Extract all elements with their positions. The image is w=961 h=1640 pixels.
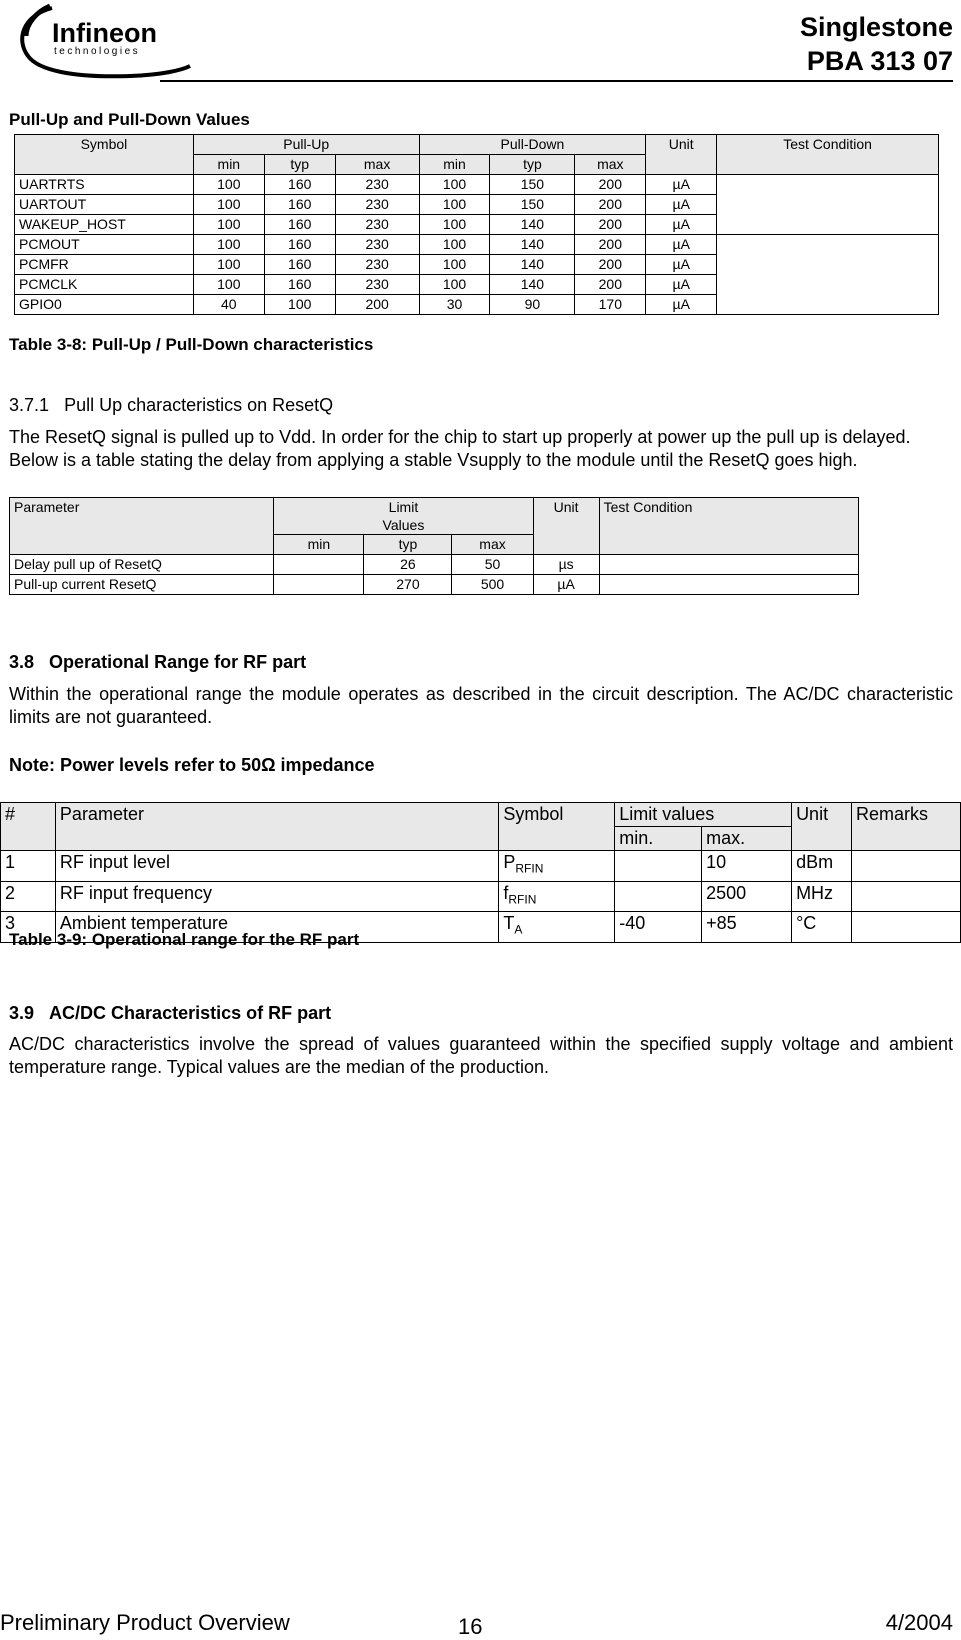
col-unit: Unit [792, 803, 852, 851]
footer-left: Preliminary Product Overview [0, 1610, 290, 1635]
col-parameter: Parameter [55, 803, 498, 851]
col-pull-up: Pull-Up [193, 135, 419, 155]
table-row: GPIO0 40 100 200 30 90 170 µA [15, 295, 939, 315]
col-test-condition: Test Condition [717, 135, 939, 175]
test-condition-cell [717, 175, 939, 235]
table-row: PCMCLK 100 160 230 100 140 200 µA [15, 275, 939, 295]
product-title [800, 10, 953, 78]
col-min: min. [615, 827, 702, 851]
pullup-table [14, 134, 939, 315]
paragraph: The ResetQ signal is pulled up to Vdd. In order for the chip to start up properly at power up the pull up is delayed. Below is a table stating the delay from applying a stable Vsupply to the module until the ResetQ goes high. [9, 427, 911, 470]
section-heading: 3.8 Operational Range for RF part [9, 652, 307, 672]
table-row: PCMOUT 100 160 230 100 140 200 µA [15, 235, 939, 255]
col-max: max [335, 155, 419, 175]
col-min: min [419, 155, 490, 175]
table-row: Pull-up current ResetQ 270 500 µA [10, 575, 859, 595]
col-max: max [452, 535, 533, 555]
col-unit: Unit [646, 135, 717, 175]
note: Note: Power levels refer to 50Ω impedance [9, 755, 375, 775]
col-symbol: Symbol [499, 803, 615, 851]
table-row: 1 RF input level $P_{RFIN}$ 10 dBm [1, 851, 961, 882]
col-limit-values: Limit values [615, 803, 792, 827]
product-name: Singlestone [799, 12, 953, 42]
paragraph: Within the operational range the module operates as described in the circuit description. The AC/DC characteristic limits are not guaranteed. [9, 684, 953, 727]
header-rule [160, 80, 953, 82]
col-typ: typ [490, 155, 575, 175]
col-min: min [274, 535, 364, 555]
col-symbol: Symbol [15, 135, 194, 175]
rf-range-table [0, 802, 961, 943]
infineon-logo [12, 0, 192, 82]
col-typ: typ [264, 155, 335, 175]
col-test-condition: Test Condition [599, 498, 858, 555]
symbol-cell: $T_A$ [499, 912, 615, 943]
test-condition-cell [717, 235, 939, 315]
footer-date: 4/2004 [885, 1610, 953, 1635]
resetq-table [9, 497, 859, 595]
table-row: UARTRTS 100 160 230 100 150 200 µA [15, 175, 939, 195]
table-caption: Table 3-9: Operational range for the RF part [9, 930, 360, 949]
col-num: # [1, 803, 56, 851]
col-typ: typ [364, 535, 452, 555]
page-number: 16 [458, 1614, 483, 1639]
col-max: max [575, 155, 646, 175]
table-row: UARTOUT 100 160 230 100 150 200 µA [15, 195, 939, 215]
col-limit-values: Limit Values [274, 498, 533, 535]
col-max: max. [702, 827, 792, 851]
col-min: min [193, 155, 264, 175]
table-row: Delay pull up of ResetQ 26 50 µs [10, 555, 859, 575]
col-unit: Unit [533, 498, 599, 555]
table-row: WAKEUP_HOST 100 160 230 100 140 200 µA [15, 215, 939, 235]
table-caption: Table 3-8: Pull-Up / Pull-Down characteristics [9, 335, 374, 354]
svg-text:technologies: technologies [54, 46, 141, 57]
product-code: PBA 313 07 [806, 46, 953, 76]
table-row: PCMFR 100 160 230 100 140 200 µA [15, 255, 939, 275]
col-remarks: Remarks [852, 803, 961, 851]
col-parameter: Parameter [10, 498, 274, 555]
section-heading: 3.7.1 Pull Up characteristics on ResetQ [9, 395, 334, 415]
col-pull-down: Pull-Down [419, 135, 646, 155]
paragraph: AC/DC characteristics involve the spread of values guaranteed within the specified supply voltage and ambient temperature range. Typical values are the median of the production. [9, 1034, 953, 1077]
svg-text:Infineon: Infineon [52, 18, 157, 48]
table-row: 3 Ambient temperature $T_A$ -40 +85 °C [1, 912, 961, 943]
symbol-cell: $P_{RFIN}$ [499, 851, 615, 882]
symbol-cell: $f_{RFIN}$ [499, 881, 615, 912]
section-heading: 3.9 AC/DC Characteristics of RF part [9, 1003, 332, 1023]
table-row: 2 RF input frequency $f_{RFIN}$ 2500 MHz [1, 881, 961, 912]
pullup-heading: Pull-Up and Pull-Down Values [9, 110, 250, 129]
